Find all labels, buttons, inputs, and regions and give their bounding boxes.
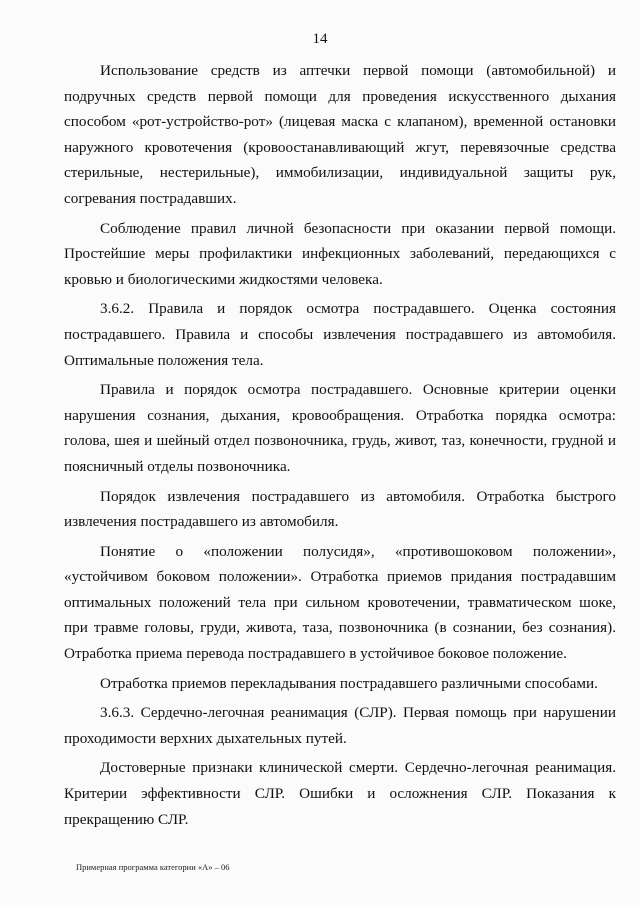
paragraph-section-3-6-2: 3.6.2. Правила и порядок осмотра пострадавшего. Оценка состояния пострадавшего. Правила и способы извлечения пострадавшего из автомобиля. Оптимальные положения тела. <box>64 300 616 369</box>
paragraph-section-3-6-3: 3.6.3. Сердечно-легочная реанимация (СЛР). Первая помощь при нарушении проходимости верхних дыхательных путей. <box>64 704 616 747</box>
paragraph-transfer-methods: Отработка приемов перекладывания пострадавшего различными способами. <box>100 674 598 692</box>
paragraph-examination-rules: Правила и порядок осмотра пострадавшего. Основные критерии оценки нарушения сознания, дыхания, кровообращения. Отработка порядка осмотра: голова, шея и шейный отдел позвоночника, грудь, живот, таз, конечности, грудной и поясничный отделы позвоночника. <box>64 381 616 475</box>
document-body <box>64 58 616 836</box>
paragraph-clinical-death-signs: Достоверные признаки клинической смерти. Сердечно-легочная реанимация. Критерии эффективности СЛР. Ошибки и осложнения СЛР. Показания к прекращению СЛР. <box>64 759 616 828</box>
paragraph-body-positions: Понятие о «положении полусидя», «противошоковом положении», «устойчивом боковом положении». Отработка приемов придания пострадавшим оптимальных положений тела при сильном кровотечении, травматическом шоке, при травме головы, груди, живота, таза, позвоночника (в сознании, без сознания). Отработка приема перевода пострадавшего в устойчивое боковое положение. <box>64 542 616 663</box>
page-number: 14 <box>312 31 328 47</box>
paragraph-extraction-order: Порядок извлечения пострадавшего из автомобиля. Отработка быстрого извлечения пострадавшего из автомобиля. <box>64 487 616 531</box>
paragraph-first-aid-kit: Использование средств из аптечки первой помощи (автомобильной) и подручных средств первой помощи для проведения искусственного дыхания способом «рот-устройство-рот» (лицевая маска с клапаном), временной остановки наружного кровотечения (кровоостанавливающий жгут, перевязочные средства стерильные, нестерильные), иммобилизации, индивидуальной защиты рук, согревания пострадавших. <box>64 62 616 207</box>
page-footer: Примерная программа категории «А» – 06 <box>76 862 230 872</box>
paragraph-personal-safety: Соблюдение правил личной безопасности при оказании первой помощи. Простейшие меры профилактики инфекционных заболеваний, передающихся с кровью и биологическими жидкостями человека. <box>64 219 616 288</box>
